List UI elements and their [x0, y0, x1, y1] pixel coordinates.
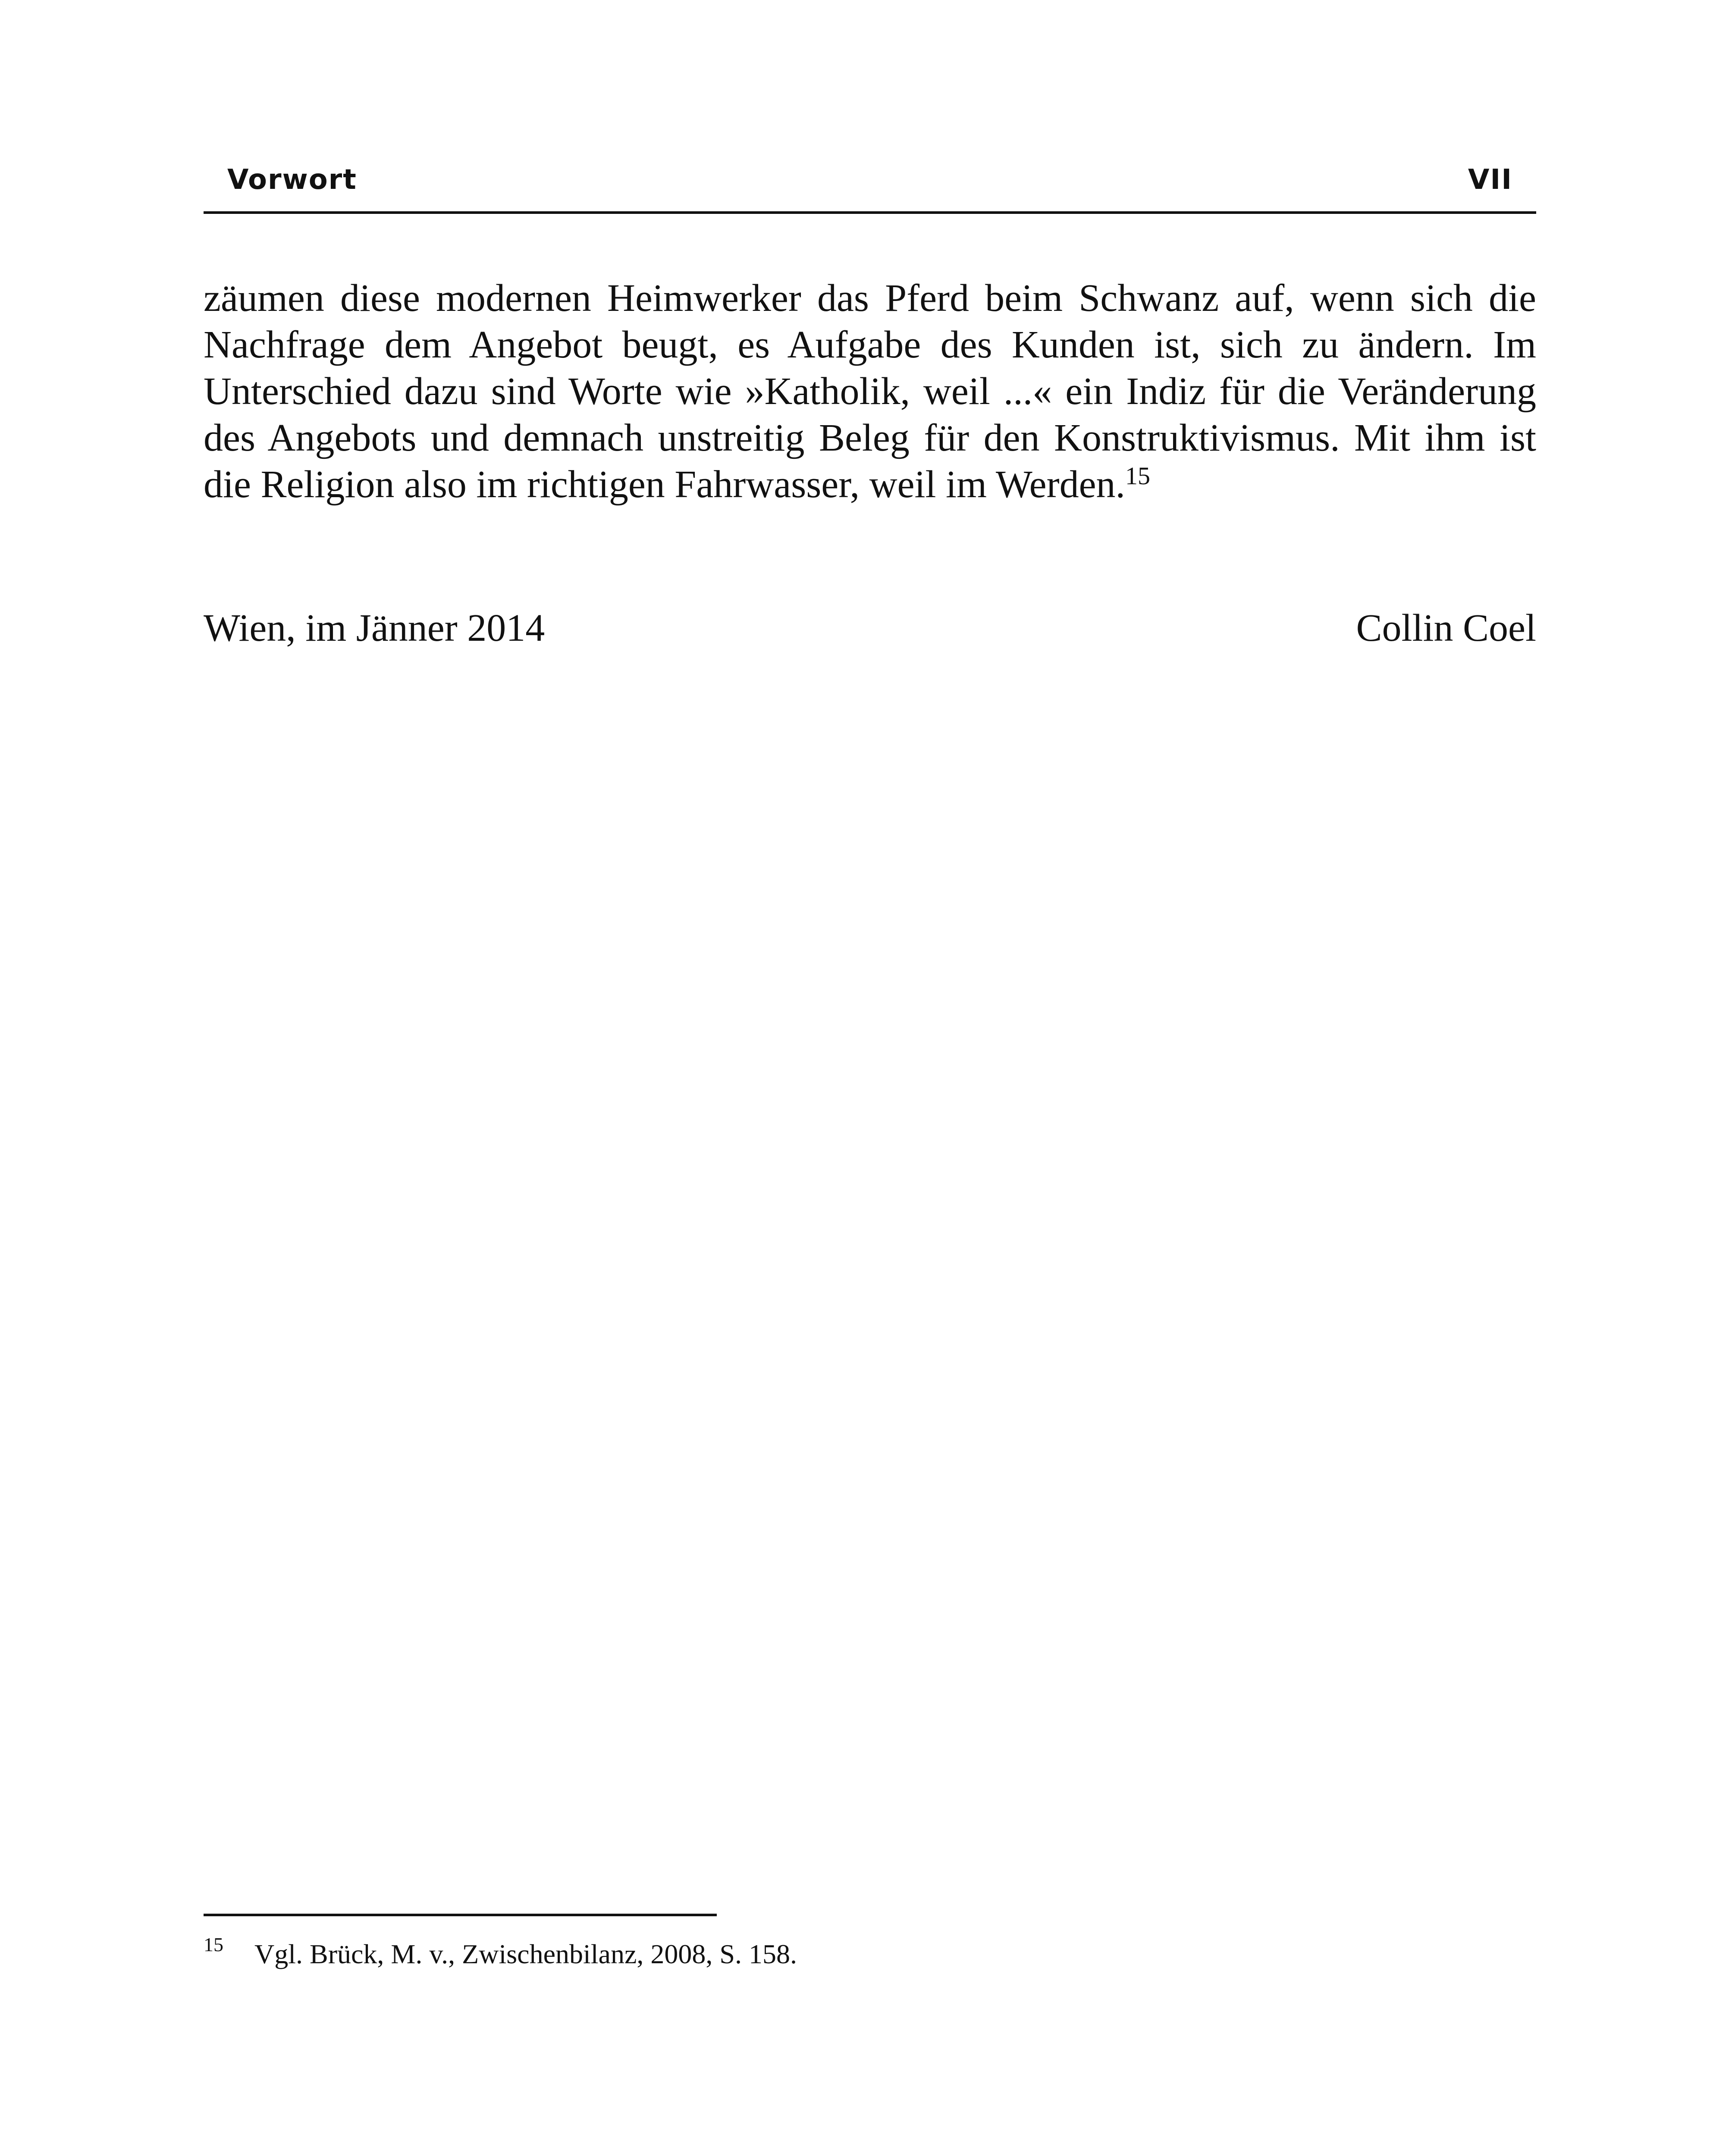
signature-author: Collin Coel [1356, 607, 1536, 649]
running-header [204, 155, 1536, 214]
header-section-title: Vorwort [227, 164, 357, 196]
signature-line [204, 606, 1536, 658]
footnote-number: 15 [204, 1934, 223, 1955]
header-page-number: VII [1468, 164, 1512, 196]
signature-place-date: Wien, im Jänner 2014 [204, 607, 545, 649]
footnote-separator [204, 1914, 717, 1916]
body-paragraph-text: zäumen diese modernen Heimwerker das Pferd beim Schwanz auf, wenn sich die Nachfrage dem Angebot beugt, es Aufgabe des Kunden ist, sich zu ändern. Im Unterschied dazu sind Worte wie »Katholik, weil ...« ein Indiz für die Veränderung des Angebots und demnach unstreitig Beleg für den Konstruktivismus. Mit ihm ist die Religion also im richtigen Fahrwasser, weil im Werden. [204, 277, 1536, 506]
footnote-text: Vgl. Brück, M. v., Zwischenbilanz, 2008, S. 158. [254, 1939, 797, 1969]
footnote-reference[interactable]: 15 [1125, 462, 1151, 490]
body-paragraph [204, 275, 1536, 508]
